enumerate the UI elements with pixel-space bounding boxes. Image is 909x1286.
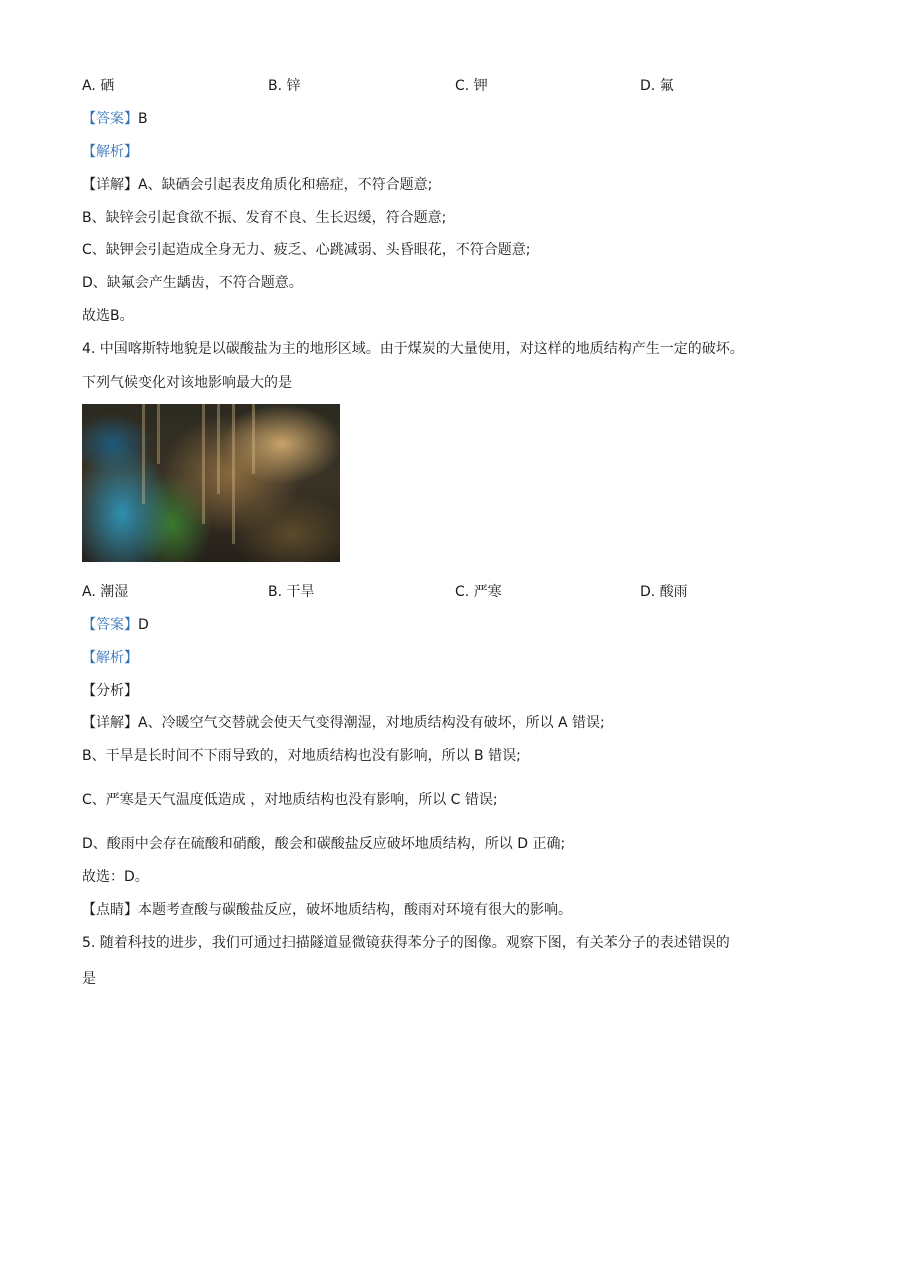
option-letter: D. [640, 78, 656, 94]
answer-value: D [138, 617, 149, 633]
q4-option-c [455, 582, 502, 602]
q4-option-d [640, 582, 688, 602]
q3-analysis-tag: 【解析】 [82, 144, 138, 160]
option-letter: B. [268, 78, 283, 94]
option-text: 硒 [100, 78, 115, 94]
q3-answer [82, 109, 148, 129]
q3-explanation-line: C、缺钾会引起造成全身无力、疲乏、心跳减弱、头昏眼花，不符合题意; [82, 242, 531, 258]
q4-option-a [82, 582, 128, 602]
answer-tag: 【答案】 [82, 111, 138, 127]
q3-conclusion: 故选B。 [82, 308, 134, 324]
q4-explanation-line: D、酸雨中会存在硫酸和硝酸，酸会和碳酸盐反应破坏地质结构，所以 D 正确; [82, 836, 566, 852]
q4-comment: 【点睛】本题考查酸与碳酸盐反应，破坏地质结构，酸雨对环境有很大的影响。 [82, 902, 572, 918]
stalactite [157, 404, 160, 464]
option-text: 氟 [659, 78, 674, 94]
option-text: 酸雨 [659, 584, 688, 600]
q4-answer [82, 615, 149, 635]
option-letter: B. [268, 584, 283, 600]
stalactite [142, 404, 145, 504]
answer-value: B [138, 111, 148, 127]
option-letter: A. [82, 78, 96, 94]
q4-fenxi-tag: 【分析】 [82, 683, 138, 699]
q4-analysis-tag: 【解析】 [82, 650, 138, 666]
stalactite [232, 404, 235, 544]
option-letter: A. [82, 584, 96, 600]
q3-explanation-line: 【详解】A、缺硒会引起表皮角质化和癌症，不符合题意; [82, 177, 433, 193]
stalactite [252, 404, 255, 474]
answer-tag: 【答案】 [82, 617, 138, 633]
option-text: 干旱 [286, 584, 315, 600]
q3-explanation-line: D、缺氟会产生龋齿，不符合题意。 [82, 275, 303, 291]
option-text: 钾 [473, 78, 488, 94]
option-letter: C. [455, 584, 470, 600]
stalactite [217, 404, 220, 494]
q4-explanation-line: B、干旱是长时间不下雨导致的，对地质结构也没有影响，所以 B 错误; [82, 748, 521, 764]
q3-option-c [455, 76, 488, 96]
option-text: 严寒 [473, 584, 502, 600]
q3-explanation-line: B、缺锌会引起食欲不振、发育不良、生长迟缓，符合题意; [82, 210, 447, 226]
option-letter: D. [640, 584, 656, 600]
q4-explanation-line: C、严寒是天气温度低造成 ，对地质结构也没有影响，所以 C 错误; [82, 792, 498, 808]
q4-stem-line: 4. 中国喀斯特地貌是以碳酸盐为主的地形区域。由于煤炭的大量使用，对这样的地质结构产生一定的破坏。 [82, 341, 744, 357]
q3-option-d [640, 76, 674, 96]
q4-option-b [268, 582, 315, 602]
karst-cave-photo [82, 404, 340, 562]
option-text: 潮湿 [100, 584, 129, 600]
q5-stem-line: 是 [82, 971, 96, 987]
option-text: 锌 [286, 78, 301, 94]
q3-option-b [268, 76, 301, 96]
stalactite [202, 404, 205, 524]
q4-conclusion: 故选：D。 [82, 869, 149, 885]
q4-explanation-line: 【详解】A、冷暖空气交替就会使天气变得潮湿，对地质结构没有破坏，所以 A 错误; [82, 715, 605, 731]
q4-stem-line: 下列气候变化对该地影响最大的是 [82, 375, 292, 391]
option-letter: C. [455, 78, 470, 94]
q5-stem-line: 5. 随着科技的进步，我们可通过扫描隧道显微镜获得苯分子的图像。观察下图，有关苯分子的表述错误的 [82, 935, 730, 951]
q3-option-a [82, 76, 114, 96]
